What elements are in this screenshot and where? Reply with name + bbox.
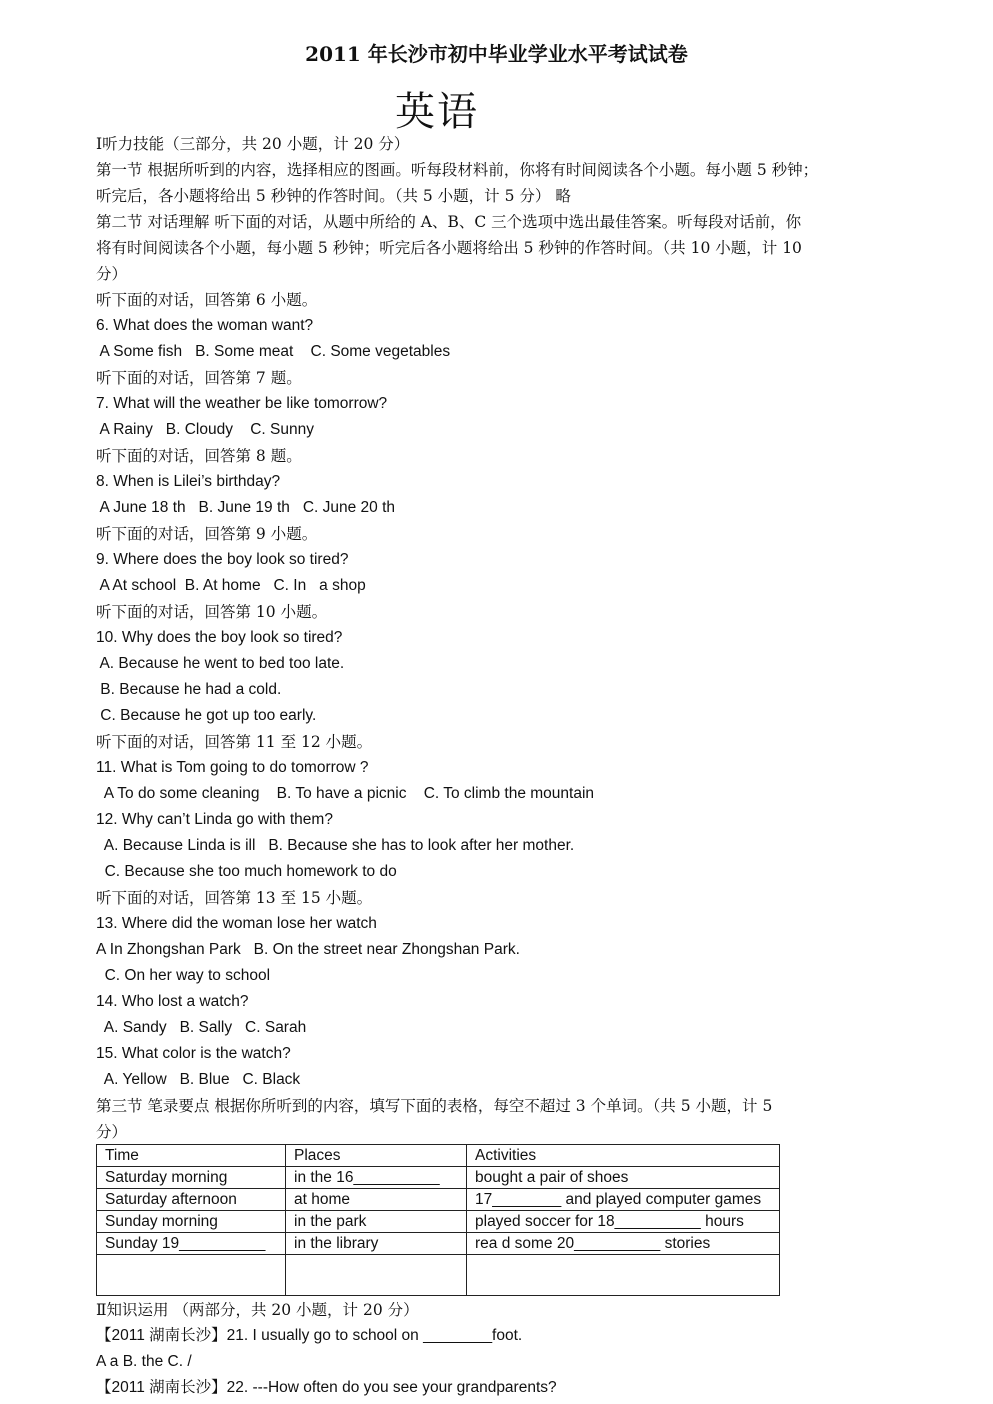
table-cell: Sunday 19__________ (97, 1233, 286, 1255)
section2-instructions-line3: 分） (96, 265, 128, 283)
question-line: A. Because Linda is ill B. Because she has to look after her mother. (96, 837, 575, 854)
table-row (97, 1167, 780, 1189)
table-cell: rea d some 20__________ stories (467, 1233, 780, 1255)
dialogue-instruction: 听下面的对话，回答第 7 题。 (96, 369, 302, 387)
question-line: C. On her way to school (96, 967, 271, 984)
table-header-time: Time (97, 1145, 286, 1167)
question-line: A In Zhongshan Park B. On the street near Zhongshan Park. (96, 941, 520, 958)
table-cell-empty (97, 1255, 286, 1296)
question-line: C. Because he got up too early. (96, 707, 317, 724)
exam-title: 2011 年长沙市初中毕业学业水平考试试卷 (305, 42, 688, 66)
question-line: 7. What will the weather be like tomorrow? (96, 395, 388, 412)
table-cell-empty (286, 1255, 467, 1296)
table-row (97, 1211, 780, 1233)
question-line: A June 18 th B. June 19 th C. June 20 th (96, 499, 396, 516)
table-cell: bought a pair of shoes (467, 1167, 780, 1189)
table-cell-empty (467, 1255, 780, 1296)
table-header-places: Places (286, 1145, 467, 1167)
table-cell: Saturday afternoon (97, 1189, 286, 1211)
question-line: 9. Where does the boy look so tired? (96, 551, 349, 568)
question-line: 11. What is Tom going to do tomorrow ? (96, 759, 369, 776)
question-line: A. Yellow B. Blue C. Black (96, 1071, 301, 1088)
section1-instructions-line2: 听完后，各小题将给出 5 秒钟的作答时间。（共 5 小题，计 5 分） 略 (96, 187, 571, 205)
table-cell: in the library (286, 1233, 467, 1255)
table-row (97, 1189, 780, 1211)
dialogue-instruction: 听下面的对话，回答第 13 至 15 小题。 (96, 889, 373, 907)
question-line: A. Because he went to bed too late. (96, 655, 345, 672)
dialogue-instruction: 听下面的对话，回答第 10 小题。 (96, 603, 328, 621)
table-cell: at home (286, 1189, 467, 1211)
subject-title: 英语 (395, 89, 479, 135)
question-22: 【2011 湖南长沙】22. ---How often do you see your grandparents? (96, 1379, 557, 1396)
question-line: 10. Why does the boy look so tired? (96, 629, 343, 646)
dialogue-instruction: 听下面的对话，回答第 6 小题。 (96, 291, 318, 309)
dialogue-instruction: 听下面的对话，回答第 11 至 12 小题。 (96, 733, 373, 751)
question-line: 6. What does the woman want? (96, 317, 314, 334)
question-line: A Rainy B. Cloudy C. Sunny (96, 421, 314, 438)
table-cell: in the 16__________ (286, 1167, 467, 1189)
table-cell: Sunday morning (97, 1211, 286, 1233)
section2-instructions-line1: 第二节 对话理解 听下面的对话，从题中所给的 A、B、C 三个选项中选出最佳答案。听每段对话前，你 (96, 213, 802, 231)
dialogue-instruction: 听下面的对话，回答第 8 题。 (96, 447, 302, 465)
question-21-options: A a B. the C. / (96, 1353, 192, 1370)
question-line: 8. When is Lilei’s birthday? (96, 473, 281, 490)
question-line: 14. Who lost a watch? (96, 993, 249, 1010)
section2-instructions-line2: 将有时间阅读各个小题，每小题 5 秒钟；听完后各小题将给出 5 秒钟的作答时间。（共 10 小题，计 10 (96, 239, 802, 257)
table-cell: in the park (286, 1211, 467, 1233)
table-empty-row (97, 1255, 780, 1296)
table-row (97, 1233, 780, 1255)
question-line: A To do some cleaning B. To have a picnic C. To climb the mountain (96, 785, 595, 802)
question-line: C. Because she too much homework to do (96, 863, 397, 880)
question-21: 【2011 湖南长沙】21. I usually go to school on ________foot. (96, 1327, 523, 1344)
question-line: A Some fish B. Some meat C. Some vegetables (96, 343, 451, 360)
section3-instructions-line1: 第三节 笔录要点 根据你所听到的内容，填写下面的表格，每空不超过 3 个单词。（共 5 小题，计 5 (96, 1097, 773, 1115)
table-header-activities: Activities (467, 1145, 780, 1167)
table-cell: played soccer for 18__________ hours (467, 1211, 780, 1233)
question-line: 13. Where did the woman lose her watch (96, 915, 377, 932)
table-cell: Saturday morning (97, 1167, 286, 1189)
part2-heading: Ⅱ知识运用 （两部分，共 20 小题，计 20 分） (96, 1301, 419, 1319)
section3-instructions-line2: 分） (96, 1123, 128, 1141)
table-cell: 17________ and played computer games (467, 1189, 780, 1211)
question-line: 15. What color is the watch? (96, 1045, 291, 1062)
table-header-row (97, 1145, 780, 1167)
part1-heading: Ⅰ听力技能（三部分，共 20 小题，计 20 分） (96, 135, 410, 153)
dialogue-instruction: 听下面的对话，回答第 9 小题。 (96, 525, 318, 543)
question-line: A At school B. At home C. In a shop (96, 577, 366, 594)
note-taking-table (96, 1144, 780, 1296)
question-line: B. Because he had a cold. (96, 681, 282, 698)
question-line: A. Sandy B. Sally C. Sarah (96, 1019, 307, 1036)
section1-instructions-line1: 第一节 根据所听到的内容，选择相应的图画。听每段材料前，你将有时间阅读各个小题。每小题 5 秒钟； (96, 161, 819, 179)
question-line: 12. Why can’t Linda go with them? (96, 811, 333, 828)
